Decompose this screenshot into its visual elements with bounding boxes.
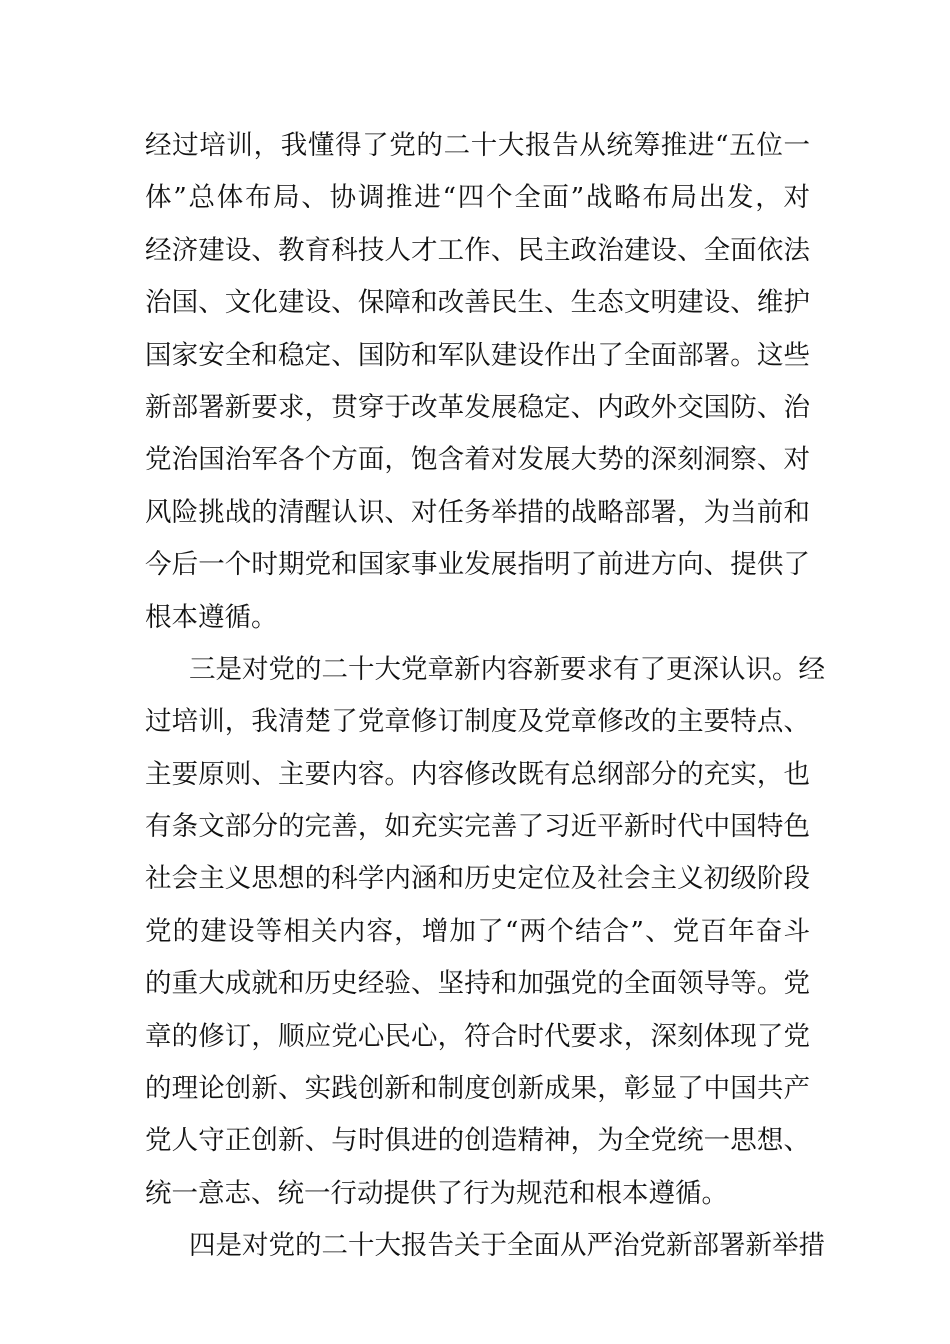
text-line: 党的建设等相关内容，增加了“两个结合”、党百年奋斗 (145, 915, 810, 947)
text-line: 章的修订，顺应党心民心，符合时代要求，深刻体现了党 (145, 1020, 810, 1052)
text-line: 治国、文化建设、保障和改善民生、生态文明建设、维护 (145, 287, 810, 319)
text-line: 社会主义思想的科学内涵和历史定位及社会主义初级阶段 (145, 863, 810, 895)
text-line: 党人守正创新、与时俱进的创造精神，为全党统一思想、 (145, 1125, 810, 1157)
text-line: 体”总体布局、协调推进“四个全面”战略布局出发，对 (145, 182, 810, 214)
text-line: 的理论创新、实践创新和制度创新成果，彰显了中国共产 (145, 1073, 810, 1105)
text-line: 统一意志、统一行动提供了行为规范和根本遵循。 (145, 1177, 728, 1209)
text-line: 的重大成就和历史经验、坚持和加强党的全面领导等。党 (145, 968, 810, 1000)
text-line: 风险挑战的清醒认识、对任务举措的战略部署，为当前和 (145, 496, 810, 528)
text-line: 过培训，我清楚了党章修订制度及党章修改的主要特点、 (145, 706, 810, 738)
paragraph-first-line: 三是对党的二十大党章新内容新要求有了更深认识。经 (189, 653, 825, 685)
text-line: 根本遵循。 (145, 601, 278, 633)
text-line: 国家安全和稳定、国防和军队建设作出了全面部署。这些 (145, 339, 810, 371)
body-text (145, 120, 825, 1273)
text-line: 经过培训，我懂得了党的二十大报告从统筹推进“五位一 (145, 130, 810, 161)
text-line: 党治国治军各个方面，饱含着对发展大势的深刻洞察、对 (145, 444, 810, 476)
paragraph-first-line: 四是对党的二十大报告关于全面从严治党新部署新举措 (189, 1230, 825, 1262)
text-line: 经济建设、教育科技人才工作、民主政治建设、全面依法 (145, 234, 810, 266)
text-line: 新部署新要求，贯穿于改革发展稳定、内政外交国防、治 (145, 391, 810, 423)
text-line: 有条文部分的完善，如充实完善了习近平新时代中国特色 (145, 811, 810, 843)
text-line: 主要原则、主要内容。内容修改既有总纲部分的充实，也 (145, 758, 810, 790)
text-line: 今后一个时期党和国家事业发展指明了前进方向、提供了 (145, 549, 810, 581)
